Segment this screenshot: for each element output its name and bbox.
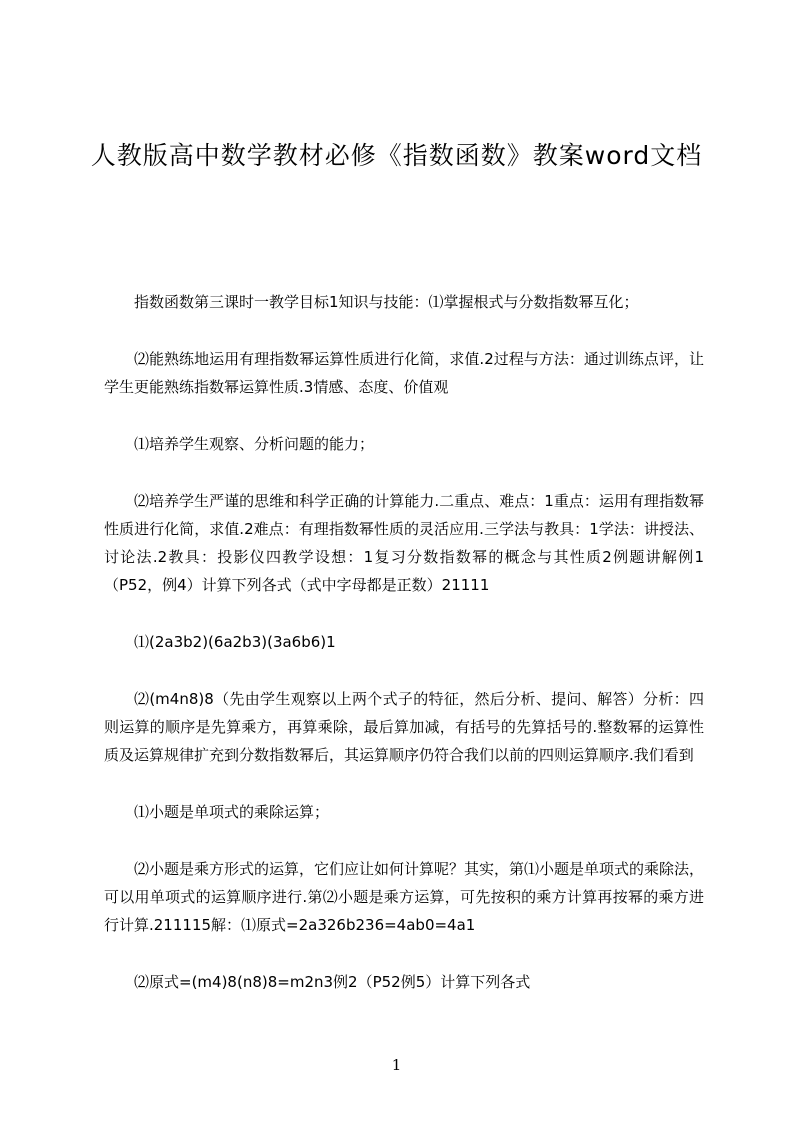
paragraph: ⑴小题是单项式的乘除运算；	[134, 803, 330, 821]
page-number: 1	[391, 1056, 402, 1074]
paragraph: ⑵原式=(m4)8(n8)8=m2n3例2（P52例5）计算下列各式	[134, 973, 531, 991]
paragraph: ⑵(m4n8)8（先由学生观察以上两个式子的特征，然后分析、提问、解答）分析：四则运算的顺序是先算乘方，再算乘除，最后算加减，有括号的先算括号的.整数幂的运算性质及运算规律扩充到分数指数幂后，其运算顺序仍符合我们以前的四则运算顺序.我们看到	[104, 690, 704, 764]
paragraph: ⑵能熟练地运用有理指数幂运算性质进行化简，求值.2过程与方法：通过训练点评，让学生更能熟练指数幂运算性质.3情感、态度、价值观	[104, 350, 704, 396]
document-title: 人教版高中数学教材必修《指数函数》教案word文档	[90, 141, 703, 170]
document-body	[104, 288, 704, 1025]
paragraph: ⑵培养学生严谨的思维和科学正确的计算能力.二重点、难点：1重点：运用有理指数幂性质进行化简，求值.2难点：有理指数幂性质的灵活应用.三学法与教具：1学法：讲授法、讨论法.2教具：投影仪四教学设想：1复习分数指数幂的概念与其性质2例题讲解例1（P52，例4）计算下列各式（式中字母都是正数）21111	[104, 492, 704, 594]
paragraph: ⑴(2a3b2)(6a2b3)(3a6b6)1	[134, 633, 336, 651]
paragraph: ⑴培养学生观察、分析问题的能力；	[134, 435, 375, 453]
paragraph: 指数函数第三课时一教学目标1知识与技能：⑴掌握根式与分数指数幂互化；	[134, 293, 639, 311]
paragraph: ⑵小题是乘方形式的运算，它们应让如何计算呢？其实，第⑴小题是单项式的乘除法，可以用单项式的运算顺序进行.第⑵小题是乘方运算，可先按积的乘方计算再按幂的乘方进行计算.211115解：⑴原式=2a326b236=4ab0=4a1	[104, 860, 705, 934]
